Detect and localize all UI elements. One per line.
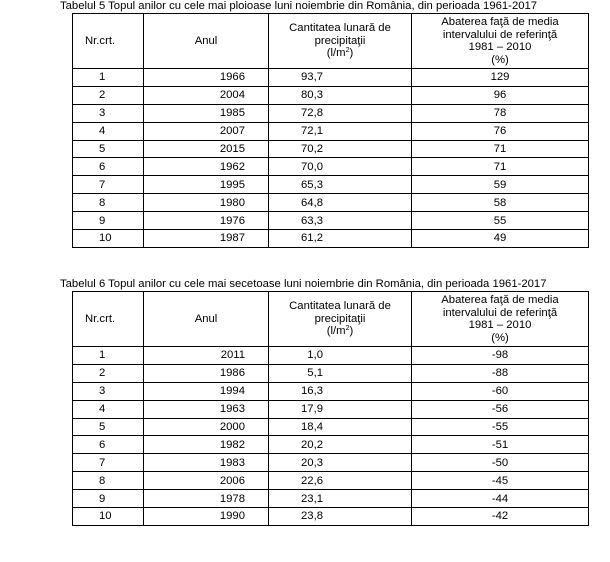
header-deviation	[412, 292, 589, 347]
table-5-header-row	[73, 14, 589, 69]
header-dev-line1: Abaterea faţă de media	[441, 294, 559, 306]
header-precip-line2: precipitaţii	[314, 34, 366, 47]
cell-year: 1987	[144, 230, 269, 248]
cell-dev: 129	[412, 69, 589, 87]
header-dev-line3: 1981 – 2010	[468, 41, 532, 53]
header-precip-unit-pre: (l/m	[326, 325, 346, 338]
table-row	[73, 508, 589, 526]
cell-year: 2007	[144, 122, 269, 140]
table-row	[73, 212, 589, 230]
header-precip-unit-post: )	[349, 325, 354, 338]
table-row	[73, 472, 589, 490]
cell-dev: -98	[412, 347, 589, 365]
cell-year: 1963	[144, 400, 269, 418]
cell-precip: 70,0	[269, 158, 412, 176]
header-dev-line4: (%)	[491, 331, 509, 344]
cell-precip: 61,2	[269, 230, 412, 248]
cell-dev: 76	[412, 122, 589, 140]
cell-nr: 8	[73, 194, 144, 212]
cell-precip: 23,8	[269, 508, 412, 526]
cell-nr: 1	[73, 69, 144, 87]
table-row	[73, 490, 589, 508]
table-6	[72, 291, 589, 526]
cell-dev: -42	[412, 508, 589, 526]
cell-dev: -55	[412, 418, 589, 436]
cell-dev: 71	[412, 140, 589, 158]
cell-year: 1994	[144, 382, 269, 400]
header-precip-line1: Cantitatea lunară de	[289, 22, 391, 35]
cell-nr: 5	[73, 140, 144, 158]
cell-nr: 1	[73, 347, 144, 365]
table-5-caption: Tabelul 5 Topul anilor cu cele mai ploioase luni noiembrie din România, din perioada 1961-2017	[60, 0, 538, 12]
cell-year: 1986	[144, 364, 269, 382]
header-nr: Nr.crt.	[73, 292, 144, 347]
cell-year: 1995	[144, 176, 269, 194]
table-row	[73, 400, 589, 418]
cell-dev: 71	[412, 158, 589, 176]
table-row	[73, 122, 589, 140]
table-row	[73, 86, 589, 104]
header-precip-unit-sup: 2	[345, 47, 350, 55]
cell-precip: 20,3	[269, 454, 412, 472]
cell-year: 1962	[144, 158, 269, 176]
cell-dev: -44	[412, 490, 589, 508]
table-row	[73, 176, 589, 194]
cell-year: 1980	[144, 194, 269, 212]
cell-year: 1985	[144, 104, 269, 122]
cell-nr: 9	[73, 490, 144, 508]
cell-year: 1990	[144, 508, 269, 526]
cell-nr: 4	[73, 400, 144, 418]
cell-nr: 7	[73, 176, 144, 194]
cell-year: 1966	[144, 69, 269, 87]
cell-dev: 59	[412, 176, 589, 194]
cell-year: 1976	[144, 212, 269, 230]
cell-precip: 72,1	[269, 122, 412, 140]
cell-nr: 3	[73, 104, 144, 122]
cell-dev: 58	[412, 194, 589, 212]
cell-precip: 20,2	[269, 436, 412, 454]
cell-precip: 23,1	[269, 490, 412, 508]
table-6-caption: Tabelul 6 Topul anilor cu cele mai secetoase luni noiembrie din România, din perioada 1961-2017	[60, 278, 547, 290]
header-year: Anul	[144, 292, 269, 347]
header-precip-unit-sup: 2	[345, 325, 350, 333]
header-dev-line2: intervalului de referinţă	[442, 28, 558, 41]
cell-nr: 7	[73, 454, 144, 472]
cell-precip: 22,6	[269, 472, 412, 490]
cell-nr: 6	[73, 158, 144, 176]
cell-dev: -50	[412, 454, 589, 472]
table-row	[73, 194, 589, 212]
cell-precip: 17,9	[269, 400, 412, 418]
cell-nr: 3	[73, 382, 144, 400]
cell-nr: 4	[73, 122, 144, 140]
header-nr: Nr.crt.	[73, 14, 144, 69]
table-6-header-row	[73, 292, 589, 347]
header-deviation	[412, 14, 589, 69]
cell-dev: -56	[412, 400, 589, 418]
cell-nr: 10	[73, 508, 144, 526]
cell-year: 1982	[144, 436, 269, 454]
cell-year: 1983	[144, 454, 269, 472]
header-precipitation	[269, 292, 412, 347]
cell-nr: 2	[73, 364, 144, 382]
header-precip-line2: precipitaţii	[314, 312, 366, 325]
header-precipitation	[269, 14, 412, 69]
header-dev-line4: (%)	[491, 53, 509, 66]
table-row	[73, 418, 589, 436]
cell-dev: -45	[412, 472, 589, 490]
cell-year: 2006	[144, 472, 269, 490]
cell-nr: 8	[73, 472, 144, 490]
cell-nr: 9	[73, 212, 144, 230]
cell-precip: 18,4	[269, 418, 412, 436]
table-5	[72, 13, 589, 248]
table-row	[73, 230, 589, 248]
cell-precip: 93,7	[269, 69, 412, 87]
cell-precip: 70,2	[269, 140, 412, 158]
header-precip-line1: Cantitatea lunară de	[289, 300, 391, 313]
header-year: Anul	[144, 14, 269, 69]
cell-precip: 80,3	[269, 86, 412, 104]
cell-nr: 6	[73, 436, 144, 454]
header-precip-unit-post: )	[349, 47, 354, 60]
cell-nr: 5	[73, 418, 144, 436]
cell-dev: -60	[412, 382, 589, 400]
cell-dev: -88	[412, 364, 589, 382]
header-precip-unit	[269, 47, 411, 60]
cell-year: 1978	[144, 490, 269, 508]
header-precip-unit	[269, 325, 411, 338]
table-row	[73, 158, 589, 176]
cell-precip: 64,8	[269, 194, 412, 212]
cell-year: 2011	[144, 347, 269, 365]
table-row	[73, 347, 589, 365]
cell-precip: 63,3	[269, 212, 412, 230]
table-row	[73, 140, 589, 158]
cell-precip: 65,3	[269, 176, 412, 194]
table-row	[73, 104, 589, 122]
cell-dev: 96	[412, 86, 589, 104]
cell-nr: 2	[73, 86, 144, 104]
header-precip-unit-pre: (l/m	[326, 47, 346, 60]
cell-nr: 10	[73, 230, 144, 248]
cell-precip: 5,1	[269, 364, 412, 382]
cell-dev: -51	[412, 436, 589, 454]
header-dev-line2: intervalului de referinţă	[442, 306, 558, 319]
cell-year: 2000	[144, 418, 269, 436]
cell-precip: 72,8	[269, 104, 412, 122]
cell-precip: 1,0	[269, 347, 412, 365]
table-row	[73, 454, 589, 472]
cell-dev: 49	[412, 230, 589, 248]
header-dev-line1: Abaterea faţă de media	[441, 16, 559, 28]
cell-precip: 16,3	[269, 382, 412, 400]
header-dev-line3: 1981 – 2010	[468, 319, 532, 331]
cell-year: 2004	[144, 86, 269, 104]
table-row	[73, 69, 589, 87]
cell-dev: 55	[412, 212, 589, 230]
cell-year: 2015	[144, 140, 269, 158]
table-row	[73, 436, 589, 454]
cell-dev: 78	[412, 104, 589, 122]
table-row	[73, 382, 589, 400]
table-row	[73, 364, 589, 382]
